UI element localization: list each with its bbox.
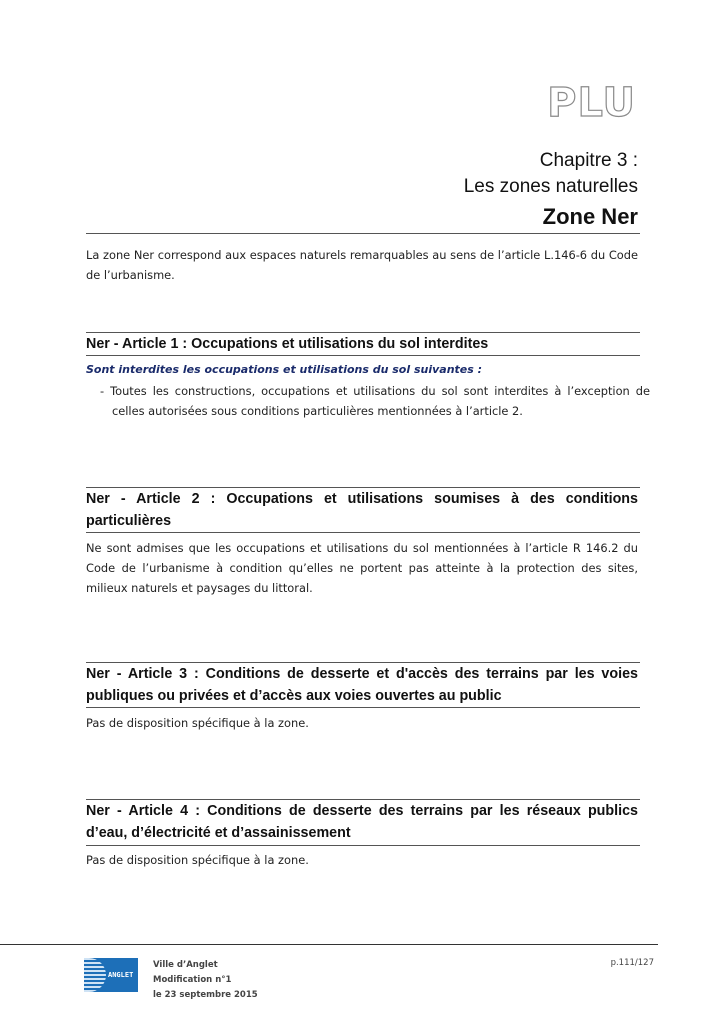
- article-3-title: Ner - Article 3 : Conditions de desserte et d'accès des terrains par les voies publiques ou privées et d’accès aux voies ouvertes au public: [86, 666, 638, 704]
- plu-watermark: PLU: [547, 80, 636, 126]
- article-4-title: Ner - Article 4 : Conditions de desserte des terrains par les réseaux publics d’eau, d’électricité et d’assainissement: [86, 803, 638, 841]
- article-2-text: Ne sont admises que les occupations et utilisations du sol mentionnées à l’article R 146.2 du Code de l’urbanisme à condition qu’elles ne portent pas atteinte à la protection des sites, milieux naturels et paysages du littoral.: [86, 541, 638, 595]
- zone-title: Zone Ner: [542, 204, 638, 229]
- logo-wave-icon: [84, 958, 106, 992]
- footer-date: le 23 septembre 2015: [153, 990, 258, 1000]
- article-4-text: Pas de disposition spécifique à la zone.: [86, 853, 309, 867]
- article-2-bottom-rule: [86, 532, 640, 533]
- article-4-bottom-rule: [86, 845, 640, 846]
- article-1-subheading: Sont interdites les occupations et utilisations du sol suivantes :: [86, 363, 483, 376]
- footer-divider: [0, 944, 658, 945]
- chapter-title: Chapitre 3 :: [539, 150, 638, 171]
- article-1-bottom-rule: [86, 355, 640, 356]
- article-2-title: Ner - Article 2 : Occupations et utilisations soumises à des conditions particulières: [86, 491, 638, 529]
- page-number: p.111/127: [610, 958, 654, 968]
- intro-paragraph: La zone Ner correspond aux espaces naturels remarquables au sens de l’article L.146-6 du Code de l’urbanisme.: [86, 248, 638, 282]
- footer-info: [153, 958, 258, 1003]
- logo-text: ANGLET: [108, 971, 134, 979]
- article-3-bottom-rule: [86, 707, 640, 708]
- header-divider: [86, 233, 640, 234]
- chapter-subtitle: Les zones naturelles: [463, 176, 638, 197]
- article-1-bullet: - Toutes les constructions, occupations et utilisations du sol sont interdites à l’exception de celles autorisées sous conditions particulières mentionnées à l’article 2.: [100, 384, 650, 418]
- article-3-text: Pas de disposition spécifique à la zone.: [86, 716, 309, 730]
- footer-city: Ville d’Anglet: [153, 960, 218, 970]
- anglet-logo: [84, 958, 138, 992]
- article-1-title: Ner - Article 1 : Occupations et utilisations du sol interdites: [86, 336, 489, 352]
- footer-modification: Modification n°1: [153, 975, 232, 985]
